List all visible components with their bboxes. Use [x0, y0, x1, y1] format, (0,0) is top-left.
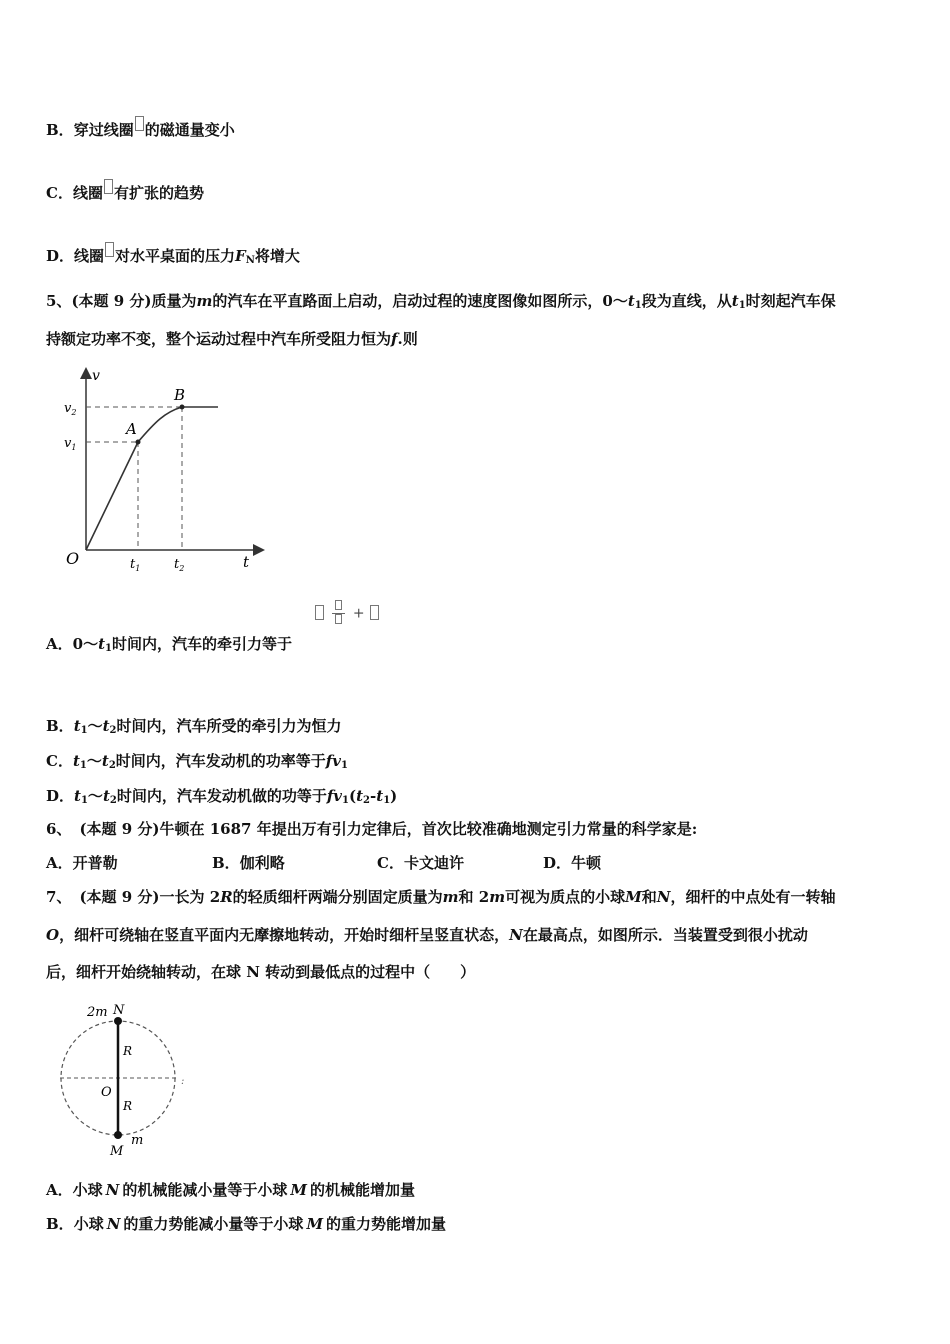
upper-r-label: R [123, 1044, 133, 1058]
var-fv: fv [325, 752, 341, 770]
var-big-m: M [625, 888, 642, 906]
option-label: A． [46, 635, 73, 653]
option-text: 穿过线圈 [73, 121, 134, 139]
var-n: N [656, 888, 671, 906]
tilde: ～ [86, 752, 102, 770]
q6-option-b[interactable] [212, 852, 285, 873]
question-number: 7、 [46, 888, 72, 906]
subscript: 2 [108, 760, 116, 771]
tilde: ～ [87, 787, 103, 805]
subscript: 1 [340, 760, 348, 771]
var-o: O [46, 926, 60, 944]
option-label: B． [46, 1215, 74, 1233]
option-text: 0～ [72, 635, 99, 653]
option-text: 线圈 [72, 184, 103, 202]
minus: - [370, 787, 377, 805]
option-text: 卡文迪许 [403, 854, 464, 872]
var-t: t [102, 717, 110, 735]
q4-option-d[interactable] [46, 242, 300, 266]
t2-sub: 2 [179, 564, 185, 573]
point-a-label: A [126, 420, 137, 438]
q6-stem [46, 818, 697, 839]
stem-text: .则 [397, 330, 418, 348]
stem-text: 持额定功率不变，整个运动过程中汽车所受阻力恒为 [46, 330, 392, 348]
stem-text: 在最高点，如图所示．当装置受到很小扰动 [522, 926, 808, 944]
point-b [180, 405, 185, 410]
var-f: f [391, 330, 398, 348]
var-t: t [72, 752, 80, 770]
t1-sub: 1 [135, 564, 141, 573]
option-text: 小球 [72, 1181, 103, 1199]
subscript: 1 [80, 725, 88, 736]
var-m: m [442, 888, 459, 906]
option-text: 牛顿 [571, 854, 602, 872]
subscript: 1 [738, 300, 746, 311]
q5-option-a[interactable] [46, 633, 292, 654]
force-symbol: F [235, 247, 246, 265]
q7-option-a[interactable] [46, 1179, 415, 1200]
option-text: 伽利略 [239, 854, 285, 872]
stem-text: (本题 9 分)牛顿在 1687 年提出万有引力定律后，首次比较准确地测定引力常量的科学家是: [79, 820, 698, 838]
option-text: 将增大 [254, 247, 300, 265]
bottom-ball-label: M [110, 1144, 124, 1159]
subscript: 2 [109, 725, 117, 736]
option-label: C． [46, 752, 73, 770]
q4-option-c[interactable] [46, 179, 204, 203]
q7-stem-line2 [46, 924, 808, 945]
stem-text: 段为直线，从 [641, 292, 732, 310]
option-label: A． [46, 1181, 73, 1199]
var-t: t [376, 787, 384, 805]
var-t: t [102, 787, 110, 805]
option-text: 开普勒 [72, 854, 118, 872]
var-t: t [731, 292, 739, 310]
v2-symbol: v [64, 401, 72, 416]
v-axis-label: v [92, 368, 100, 384]
missing-glyph-icon [370, 605, 379, 620]
var-r: R [220, 888, 233, 906]
stem-text: ，细杆的中点处有一转轴 [670, 888, 836, 906]
question-number: 6、 [46, 820, 72, 838]
option-text: 对水平桌面的压力 [115, 247, 236, 265]
stem-text: (本题 9 分)一长为 2 [79, 888, 221, 906]
option-label: D． [46, 247, 75, 265]
missing-glyph-icon [135, 116, 144, 131]
option-label: B． [212, 854, 240, 872]
q6-option-c[interactable] [377, 852, 464, 873]
option-text: 时间内，汽车发动机的功率等于 [115, 752, 326, 770]
v1-label [64, 436, 76, 452]
option-text: 的机械能减小量等于小球 [122, 1181, 288, 1199]
q6-option-a[interactable] [46, 852, 118, 873]
var-n: N [106, 1215, 121, 1233]
q4-option-b[interactable] [46, 116, 235, 140]
var-fv: fv [326, 787, 343, 805]
t-axis-label: t [243, 553, 250, 571]
plus-sign: + [352, 605, 365, 622]
option-label: B． [46, 121, 74, 139]
fraction-numerator [332, 600, 345, 614]
option-text: 小球 [73, 1215, 104, 1233]
ball-n [114, 1017, 122, 1025]
t1-symbol: t [130, 557, 136, 572]
var-n: N [105, 1181, 120, 1199]
subscript: N [245, 255, 255, 266]
origin-label: O [66, 549, 80, 568]
dot-mark: : [181, 1076, 185, 1087]
missing-glyph-icon [335, 614, 342, 624]
linear-segment [86, 442, 138, 550]
var-t: t [627, 292, 635, 310]
option-text: 时间内，汽车所受的牵引力为恒力 [116, 717, 342, 735]
var-t: t [73, 717, 81, 735]
var-t: t [101, 752, 109, 770]
q6-option-d[interactable] [543, 852, 601, 873]
q5-option-c[interactable] [46, 750, 348, 771]
q7-option-b[interactable] [46, 1213, 446, 1234]
t1-label [130, 557, 140, 573]
option-text: 时间内，汽车发动机做的功等于 [116, 787, 327, 805]
option-text: 的重力势能增加量 [326, 1215, 447, 1233]
option-text: 的机械能增加量 [310, 1181, 416, 1199]
subscript: 1 [80, 795, 88, 806]
stem-text: 时刻起汽车保 [745, 292, 836, 310]
q5-option-b[interactable] [46, 715, 342, 736]
t2-label [174, 557, 184, 573]
q5-stem-line1 [46, 290, 836, 311]
v1-sub: 1 [71, 443, 77, 452]
v2-sub: 2 [71, 408, 77, 417]
var-t: t [98, 635, 106, 653]
option-text: 时间内，汽车的牵引力等于 [111, 635, 292, 653]
subscript: 2 [363, 795, 371, 806]
subscript: 1 [634, 300, 642, 311]
q5-option-a-formula [314, 600, 380, 634]
bottom-mass-label: m [131, 1133, 144, 1148]
option-text: 的磁通量变小 [144, 121, 235, 139]
v2-label [64, 401, 76, 417]
subscript: 1 [79, 760, 87, 771]
q7-stem-line3 [46, 961, 475, 982]
q7-stem-line1 [46, 886, 835, 907]
q5-stem-line2 [46, 328, 418, 349]
fraction [332, 600, 345, 627]
option-label: C． [46, 184, 73, 202]
stem-text: 后，细杆开始绕轴转动，在球 N 转动到最低点的过程中（ ） [46, 963, 476, 981]
fraction-denominator [332, 614, 345, 627]
stem-text: (本题 9 分)质量为 [71, 292, 197, 310]
stem-text: 的轻质细杆两端分别固定质量为 [232, 888, 443, 906]
t2-symbol: t [174, 557, 180, 572]
curve-segment [138, 407, 218, 442]
missing-glyph-icon [335, 600, 342, 610]
subscript: 2 [109, 795, 117, 806]
var-big-m: M [290, 1181, 307, 1199]
var-m: m [489, 888, 506, 906]
question-number: 5、 [46, 292, 72, 310]
lower-r-label: R [123, 1099, 133, 1113]
center-label: O [101, 1085, 112, 1100]
top-ball-label: N [113, 1003, 125, 1018]
subscript: 1 [105, 643, 112, 654]
v1-symbol: v [64, 436, 72, 451]
q5-option-d[interactable] [46, 785, 397, 806]
stem-text: 和 [641, 888, 657, 906]
stem-text: 和 2 [458, 888, 490, 906]
missing-glyph-icon [105, 242, 114, 257]
paren: ( [349, 787, 357, 805]
option-label: D． [543, 854, 572, 872]
option-label: A． [46, 854, 73, 872]
velocity-time-graph [60, 362, 280, 577]
var-t: t [74, 787, 81, 805]
option-text: 的重力势能减小量等于小球 [123, 1215, 304, 1233]
var-big-m: M [306, 1215, 324, 1233]
option-label: D． [46, 787, 75, 805]
stem-text: 可视为质点的小球 [505, 888, 626, 906]
point-b-label: B [174, 386, 186, 404]
paren: ) [390, 787, 398, 805]
var-m: m [196, 292, 213, 310]
missing-glyph-icon [315, 605, 324, 620]
subscript: 1 [342, 795, 349, 806]
rotating-rod-figure [55, 1000, 190, 1160]
var-n: N [509, 926, 523, 944]
option-text: 线圈 [74, 247, 105, 265]
point-a [136, 440, 141, 445]
option-label: C． [377, 854, 404, 872]
stem-text: ，细杆可绕轴在竖直平面内无摩擦地转动，开始时细杆呈竖直状态， [59, 926, 510, 944]
stem-text: 的汽车在平直路面上启动，启动过程的速度图像如图所示，0～ [212, 292, 628, 310]
option-text: 有扩张的趋势 [113, 184, 204, 202]
tilde: ～ [87, 717, 103, 735]
subscript: 1 [383, 795, 391, 806]
missing-glyph-icon [104, 179, 113, 194]
top-mass-label: 2m [87, 1005, 108, 1020]
var-t: t [356, 787, 364, 805]
option-label: B． [46, 717, 74, 735]
ball-m [114, 1131, 122, 1139]
